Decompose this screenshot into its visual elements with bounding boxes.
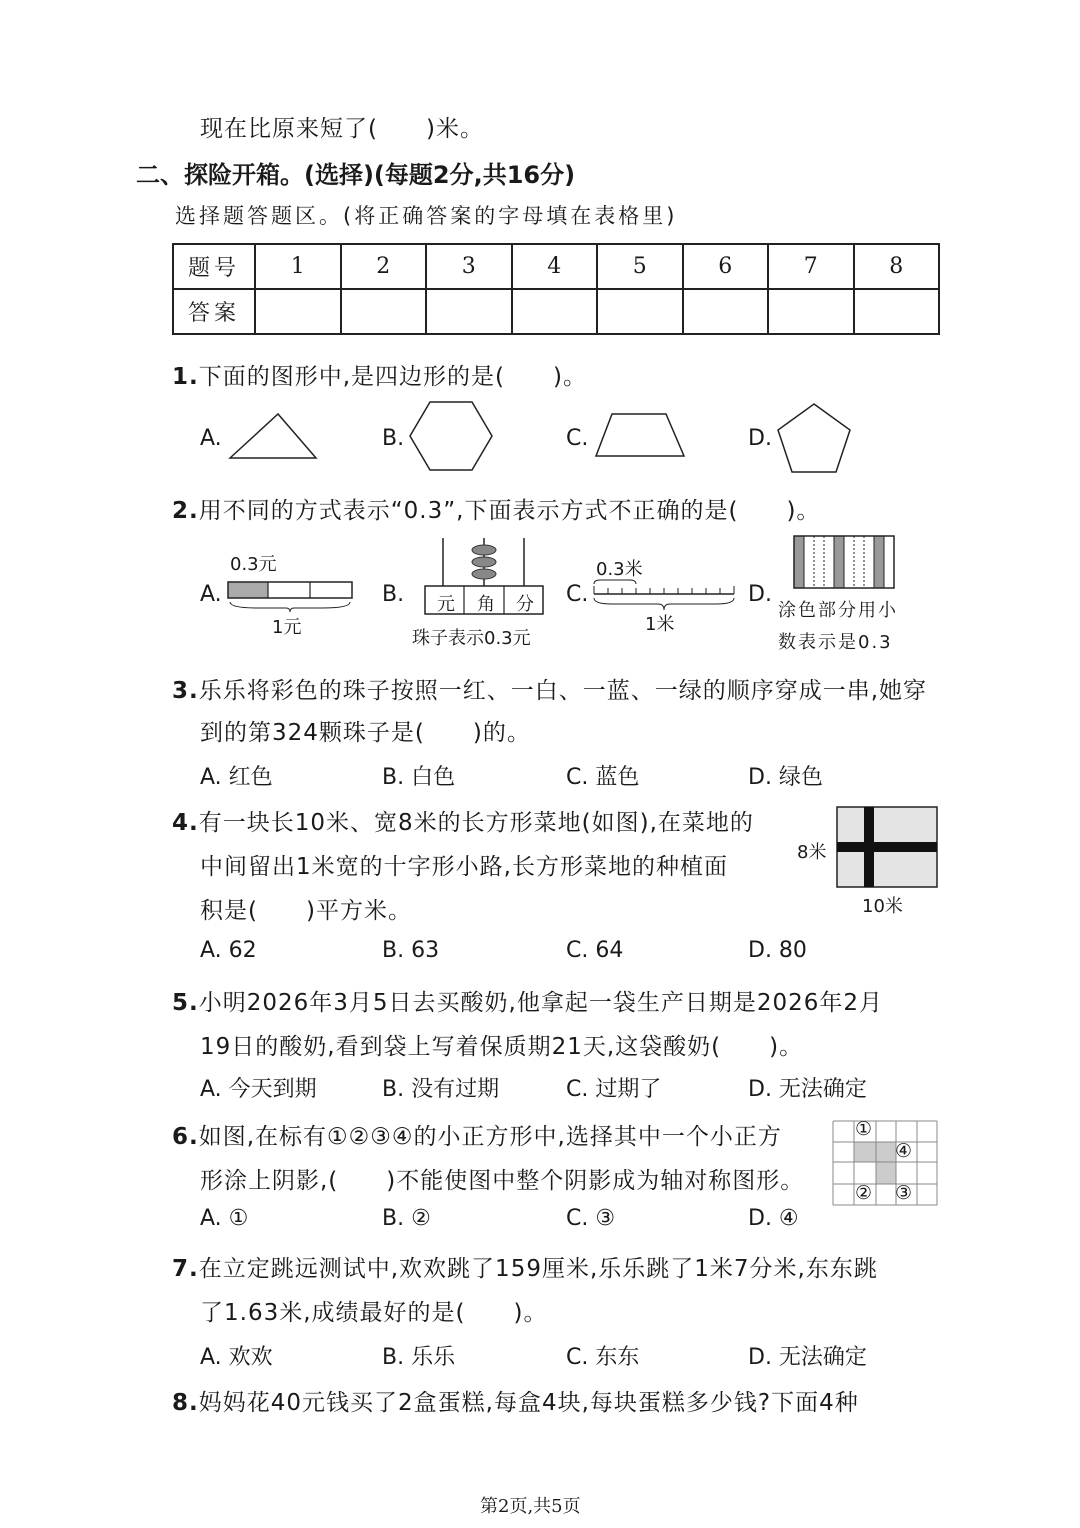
q4-option-b: B. 63 [382, 938, 440, 963]
table-header-question-number: 题号 [173, 244, 255, 289]
q3-option-b: B. 白色 [382, 765, 456, 790]
q2-c-top-label: 0.3米 [596, 559, 643, 580]
question-7 [172, 1250, 878, 1283]
q2-option-b-label: B. [382, 582, 405, 607]
question-4-line2: 中间留出1米宽的十字形小路,长方形菜地的种植面 [200, 854, 728, 880]
grid-mark-3: ③ [895, 1182, 913, 1204]
question-8 [172, 1384, 859, 1417]
table-header-answer: 答案 [173, 289, 255, 334]
table-cell-number: 8 [854, 244, 940, 289]
page-number-footer: 第2页,共5页 [480, 1496, 581, 1517]
question-6-line2: 形涂上阴影,( )不能使图中整个阴影成为轴对称图形。 [200, 1168, 805, 1194]
q6-option-c: C. ③ [566, 1206, 616, 1231]
question-text-line1: 如图,在标有①②③④的小正方形中,选择其中一个小正方 [198, 1124, 782, 1150]
question-number: 3. [172, 678, 199, 704]
question-text-line1: 有一块长10米、宽8米的长方形菜地(如图),在菜地的 [198, 810, 754, 836]
q3-option-c: C. 蓝色 [566, 765, 640, 790]
q2-d-caption-line2: 数表示是0.3 [778, 632, 893, 653]
answer-cell[interactable] [683, 289, 769, 334]
question-number: 7. [172, 1256, 199, 1282]
question-4 [172, 804, 754, 837]
q4-option-a: A. 62 [200, 938, 257, 963]
question-text: 用不同的方式表示“0.3”,下面表示方式不正确的是( )。 [198, 498, 821, 524]
table-cell-number: 2 [341, 244, 427, 289]
question-number: 4. [172, 810, 199, 836]
question-2 [172, 492, 820, 525]
money-bar-diagram [228, 582, 356, 612]
question-text-line1: 在立定跳远测试中,欢欢跳了159厘米,乐乐跳了1米7分米,东东跳 [198, 1256, 878, 1282]
table-cell-number: 6 [683, 244, 769, 289]
q7-option-d: D. 无法确定 [748, 1345, 867, 1370]
question-5 [172, 984, 883, 1017]
question-text-line1: 小明2026年3月5日去买酸奶,他拿起一袋生产日期是2026年2月 [198, 990, 884, 1016]
question-1 [172, 358, 587, 391]
q2-b-caption: 珠子表示0.3元 [412, 628, 531, 649]
q2-a-bottom-label: 1元 [272, 617, 302, 638]
ruler-diagram [592, 578, 738, 614]
q7-option-b: B. 乐乐 [382, 1345, 456, 1370]
q2-option-d-label: D. [748, 582, 772, 607]
table-cell-number: 4 [512, 244, 598, 289]
question-text-line1: 乐乐将彩色的珠子按照一红、一白、一蓝、一绿的顺序穿成一串,她穿 [198, 678, 928, 704]
answer-table [172, 243, 940, 335]
q1-option-b-label: B. [382, 426, 405, 451]
q5-option-c: C. 过期了 [566, 1077, 662, 1102]
question-7-line2: 了1.63米,成绩最好的是( )。 [200, 1300, 548, 1326]
q6-option-a: A. ① [200, 1206, 249, 1231]
question-number: 6. [172, 1124, 199, 1150]
grid-mark-4: ④ [895, 1140, 913, 1162]
abacus-unit-yuan: 元 [437, 594, 455, 615]
q1-option-d-label: D. [748, 426, 772, 451]
symmetry-grid-diagram [832, 1120, 938, 1206]
q3-option-a: A. 红色 [200, 765, 273, 790]
question-number: 5. [172, 990, 199, 1016]
q5-option-d: D. 无法确定 [748, 1077, 867, 1102]
answer-cell[interactable] [341, 289, 427, 334]
abacus-unit-jiao: 角 [477, 594, 495, 615]
table-row-answers [173, 289, 939, 334]
table-cell-number: 5 [597, 244, 683, 289]
pentagon-shape [776, 402, 852, 474]
tenths-strip-diagram [792, 534, 898, 590]
answer-cell[interactable] [255, 289, 341, 334]
q2-option-a-label: A. [200, 582, 222, 607]
q1-option-a-label: A. [200, 426, 222, 451]
section-instruction: 选择题答题区。(将正确答案的字母填在表格里) [175, 204, 678, 228]
table-cell-number: 1 [255, 244, 341, 289]
vegetable-plot-diagram [836, 806, 938, 888]
plot-width-label: 8米 [797, 842, 827, 863]
q6-option-b: B. ② [382, 1206, 431, 1231]
hexagon-shape [408, 400, 494, 472]
plot-length-label: 10米 [862, 896, 903, 917]
q1-option-c-label: C. [566, 426, 589, 451]
grid-mark-1: ① [855, 1118, 873, 1140]
answer-cell[interactable] [512, 289, 598, 334]
question-number: 2. [172, 498, 199, 524]
q6-option-d: D. ④ [748, 1206, 799, 1231]
q2-c-bottom-label: 1米 [645, 614, 675, 635]
grid-mark-2: ② [855, 1182, 873, 1204]
q2-a-top-label: 0.3元 [230, 554, 277, 575]
table-cell-number: 7 [768, 244, 854, 289]
question-6 [172, 1118, 782, 1151]
answer-cell[interactable] [426, 289, 512, 334]
table-cell-number: 3 [426, 244, 512, 289]
q7-option-a: A. 欢欢 [200, 1345, 273, 1370]
question-text-line1: 妈妈花40元钱买了2盒蛋糕,每盒4块,每块蛋糕多少钱?下面4种 [198, 1390, 859, 1416]
answer-cell[interactable] [768, 289, 854, 334]
answer-cell[interactable] [597, 289, 683, 334]
question-number: 8. [172, 1390, 199, 1416]
table-row-numbers [173, 244, 939, 289]
question-number: 1. [172, 364, 199, 390]
q2-d-caption-line1: 涂色部分用小 [778, 600, 898, 621]
q3-option-d: D. 绿色 [748, 765, 823, 790]
previous-question-tail: 现在比原来短了( )米。 [200, 116, 484, 142]
question-text: 下面的图形中,是四边形的是( )。 [198, 364, 588, 390]
q4-option-c: C. 64 [566, 938, 624, 963]
question-4-line3: 积是( )平方米。 [200, 898, 412, 924]
question-3-line2: 到的第324颗珠子是( )的。 [200, 720, 531, 746]
abacus-unit-fen: 分 [516, 594, 534, 615]
q7-option-c: C. 东东 [566, 1345, 640, 1370]
trapezoid-shape [594, 412, 686, 458]
answer-cell[interactable] [854, 289, 940, 334]
q4-option-d: D. 80 [748, 938, 807, 963]
section-title: 二、探险开箱。(选择)(每题2分,共16分) [136, 161, 576, 189]
triangle-shape [228, 412, 318, 462]
q5-option-b: B. 没有过期 [382, 1077, 500, 1102]
question-3 [172, 672, 927, 705]
question-5-line2: 19日的酸奶,看到袋上写着保质期21天,这袋酸奶( )。 [200, 1034, 804, 1060]
q5-option-a: A. 今天到期 [200, 1077, 317, 1102]
q2-option-c-label: C. [566, 582, 589, 607]
